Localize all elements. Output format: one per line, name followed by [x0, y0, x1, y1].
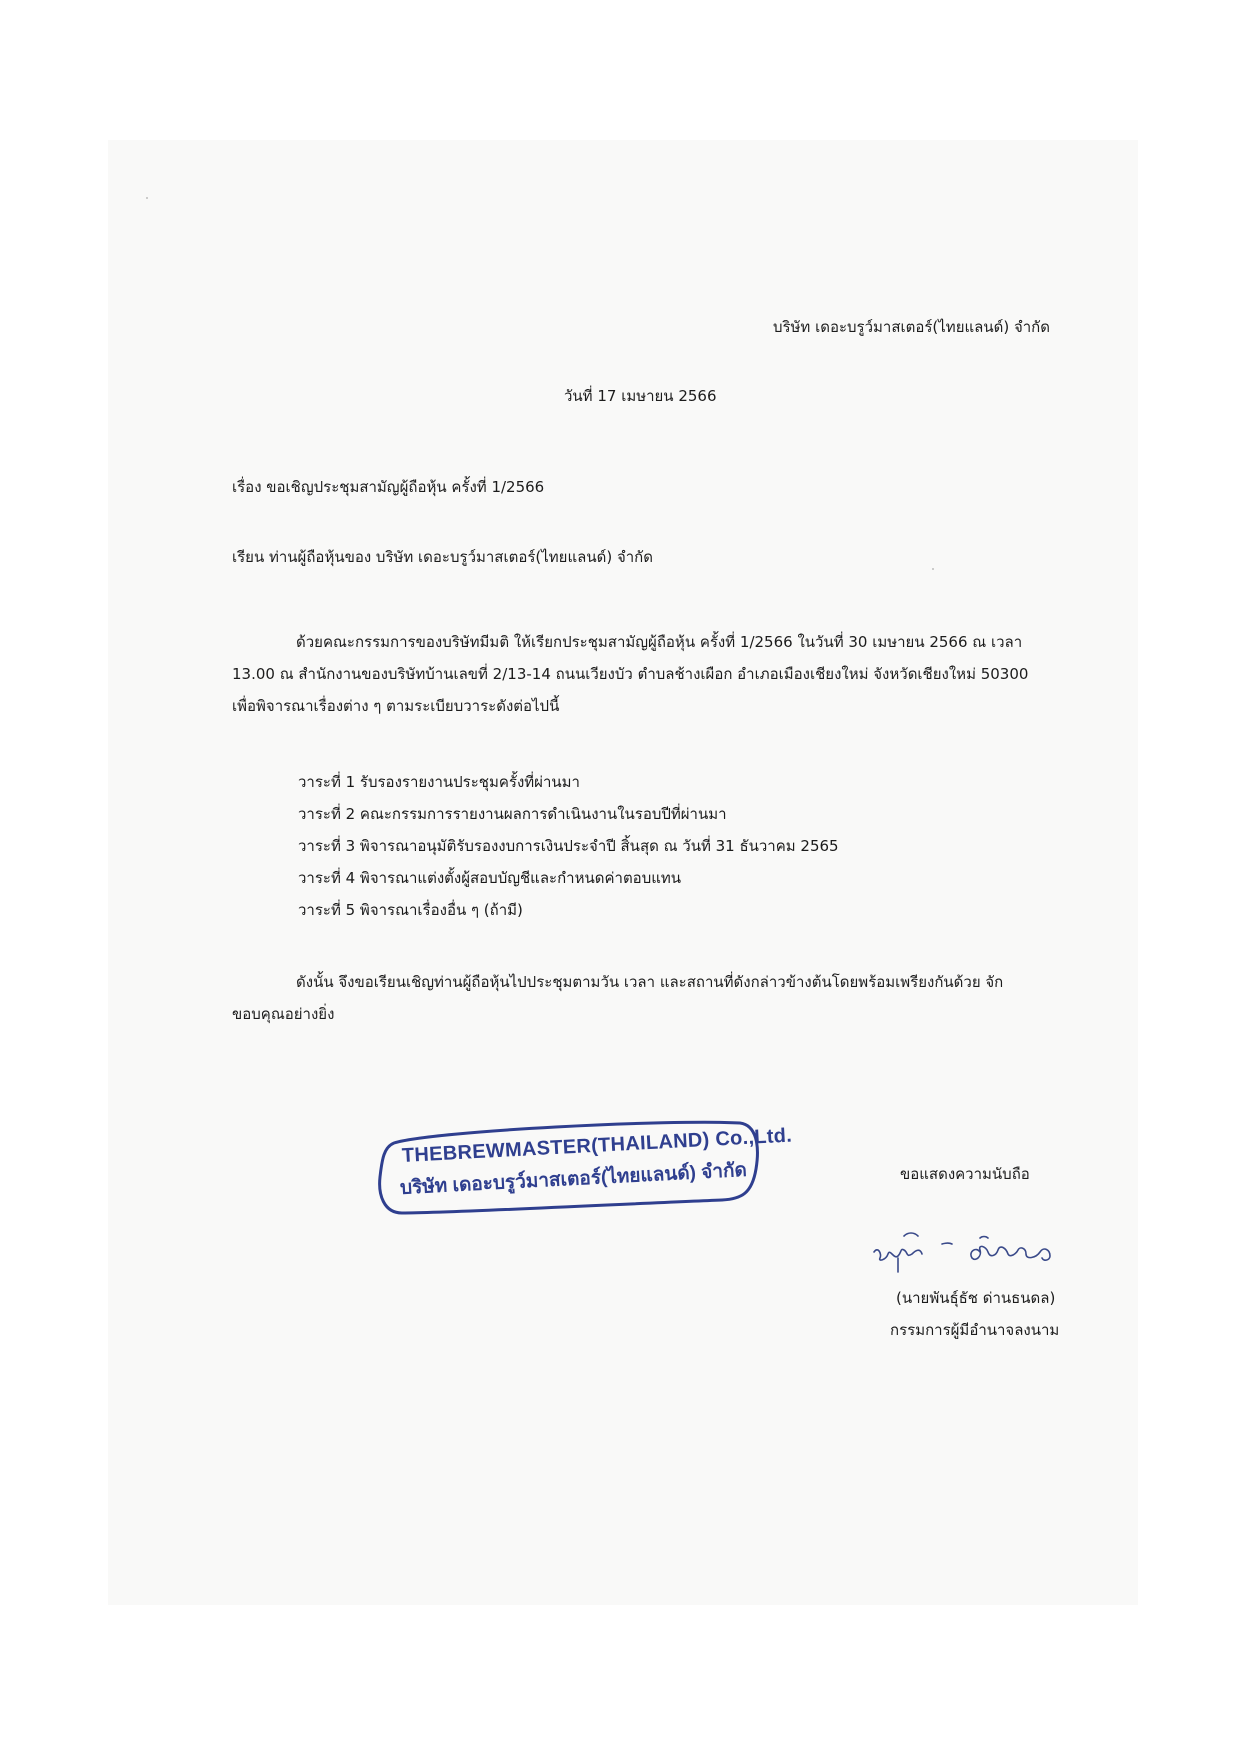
signer-name: (นายพันธุ์ธัช ด่านธนดล) [896, 1289, 1056, 1307]
agenda-item: วาระที่ 1 รับรองรายงานประชุมครั้งที่ผ่านมา [298, 773, 580, 791]
agenda-item: วาระที่ 5 พิจารณาเรื่องอื่น ๆ (ถ้ามี) [298, 901, 523, 919]
letter-date: วันที่ 17 เมษายน 2566 [564, 387, 717, 405]
scan-speck [932, 568, 934, 570]
closing-line: ขอบคุณอย่างยิ่ง [232, 1005, 335, 1023]
signer-title: กรรมการผู้มีอำนาจลงนาม [890, 1321, 1060, 1339]
body-line: เพื่อพิจารณาเรื่องต่าง ๆ ตามระเบียบวาระดังต่อไปนี้ [232, 697, 560, 715]
body-line: ด้วยคณะกรรมการของบริษัทมีมติ ให้เรียกประชุมสามัญผู้ถือหุ้น ครั้งที่ 1/2566 ในวันที่ 30 เมษายน 2566 ณ เวลา [296, 633, 1023, 651]
scan-speck [146, 197, 148, 199]
agenda-item: วาระที่ 2 คณะกรรมการรายงานผลการดำเนินงานในรอบปีที่ผ่านมา [298, 805, 727, 823]
signature-strokes [868, 1222, 1098, 1282]
agenda-item: วาระที่ 4 พิจารณาแต่งตั้งผู้สอบบัญชีและกำหนดค่าตอบแทน [298, 869, 682, 887]
letter-subject: เรื่อง ขอเชิญประชุมสามัญผู้ถือหุ้น ครั้งที่ 1/2566 [232, 478, 545, 496]
stamp-text-th: บริษัท เดอะบรูว์มาสเตอร์(ไทยแลนด์) จำกัด [399, 1159, 748, 1199]
body-line: 13.00 ณ สำนักงานของบริษัทบ้านเลขที่ 2/13-14 ถนนเวียงบัว ตำบลช้างเผือก อำเภอเมืองเชียงใหม่ จังหวัดเชียงใหม่ 50300 [232, 665, 1029, 683]
closing-line: ดังนั้น จึงขอเรียนเชิญท่านผู้ถือหุ้นไปประชุมตามวัน เวลา และสถานที่ดังกล่าวข้างต้นโดยพร้อมเพรียงกันด้วย จัก [296, 973, 1004, 991]
closing-regards: ขอแสดงความนับถือ [900, 1165, 1030, 1183]
handwritten-signature [868, 1222, 1098, 1282]
company-header: บริษัท เดอะบรูว์มาสเตอร์(ไทยแลนด์) จำกัด [772, 318, 1050, 336]
stamp-text-en: THEBREWMASTER(THAILAND) Co.,Ltd. [401, 1124, 793, 1167]
company-stamp [372, 1115, 793, 1215]
letter-salutation: เรียน ท่านผู้ถือหุ้นของ บริษัท เดอะบรูว์มาสเตอร์(ไทยแลนด์) จำกัด [232, 548, 653, 566]
agenda-item: วาระที่ 3 พิจารณาอนุมัติรับรองงบการเงินประจำปี สิ้นสุด ณ วันที่ 31 ธันวาคม 2565 [298, 837, 839, 855]
